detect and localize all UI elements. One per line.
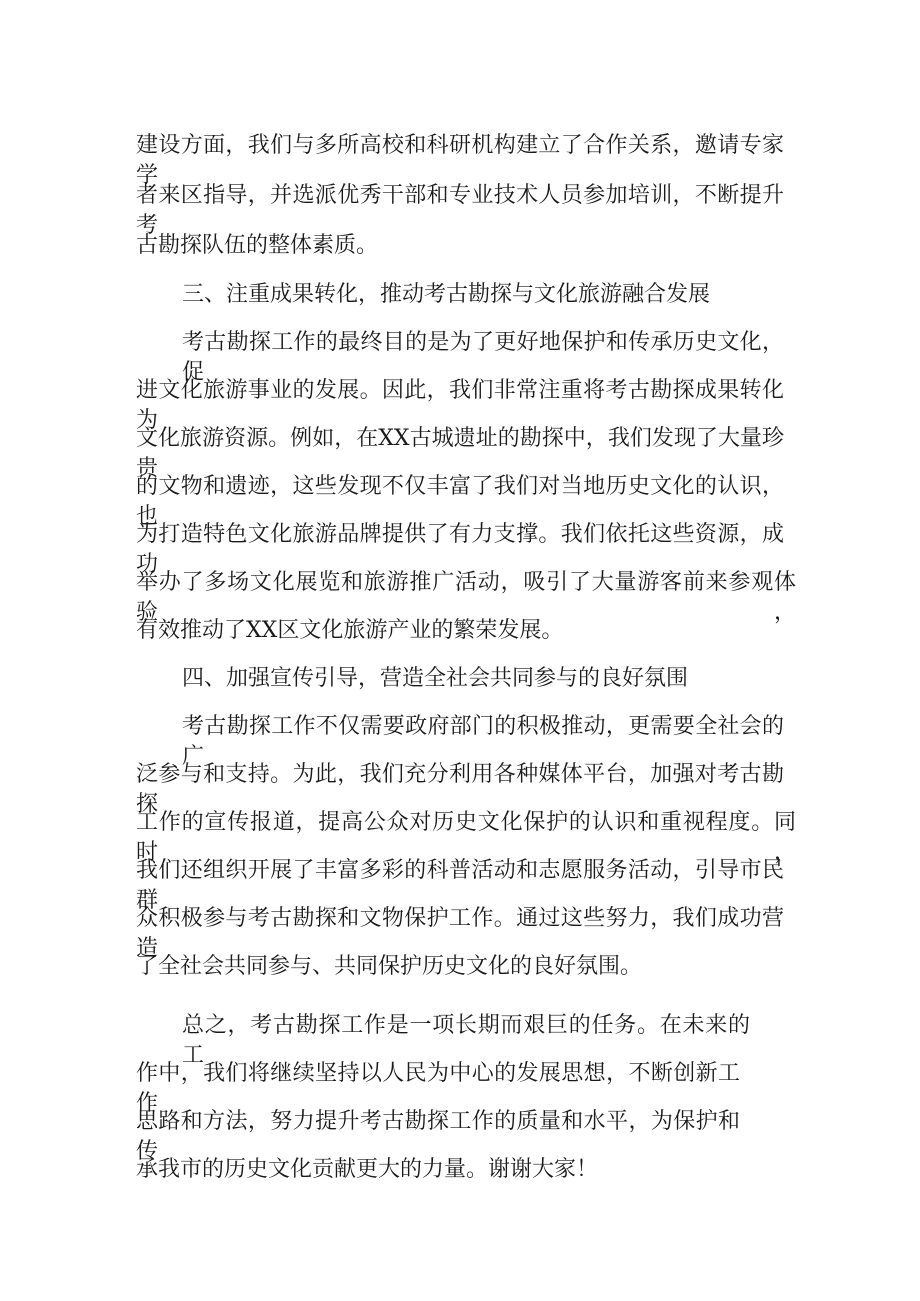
paragraph-line: 的文物和遗迹，这些发现不仅丰富了我们对当地历史文化的认识，也 [136,474,784,529]
paragraph-line: 者来区指导，并选派优秀干部和专业技术人员参加培训，不断提升考 [136,183,784,238]
paragraph-line: 作中，我们将继续坚持以人民为中心的发展思想，不断创新工作 [136,1061,740,1116]
paragraph-line: 承我市的历史文化贡献更大的力量。谢谢大家！ [136,1157,599,1182]
paragraph-line: 考古勘探工作不仅需要政府部门的积极推动，更需要全社会的广 [182,714,784,769]
paragraph-line: 考古勘探工作的最终目的是为了更好地保护和传承历史文化，促 [182,330,784,385]
paragraph-line: 众积极参与考古勘探和文物保护工作。通过这些努力，我们成功营造 [136,906,784,961]
paragraph-line: 工作的宣传报道，提高公众对历史文化保护的认识和重视程度。同时， [136,810,796,865]
paragraph-line: 为打造特色文化旅游品牌提供了有力支撑。我们依托这些资源，成功 [136,522,784,577]
section-heading: 三、注重成果转化，推动考古勘探与文化旅游融合发展 [182,282,711,307]
paragraph-line: 有效推动了XX区文化旅游产业的繁荣发展。 [136,618,564,643]
paragraph-line: 进文化旅游事业的发展。因此，我们非常注重将考古勘探成果转化为 [136,378,784,433]
paragraph-line: 思路和方法，努力提升考古勘探工作的质量和水平，为保护和传 [136,1109,740,1164]
paragraph-line: 举办了多场文化展览和旅游推广活动，吸引了大量游客前来参观体验， [136,570,796,625]
paragraph-line: 我们还组织开展了丰富多彩的科普活动和志愿服务活动，引导市民群 [136,858,784,913]
paragraph-line: 总之，考古勘探工作是一项长期而艰巨的任务。在未来的工 [182,1013,750,1068]
paragraph-line: 文化旅游资源。例如，在XX古城遗址的勘探中，我们发现了大量珍贵 [136,426,784,481]
paragraph-line: 古勘探队伍的整体素质。 [136,233,379,258]
paragraph-line: 建设方面，我们与多所高校和科研机构建立了合作关系，邀请专家学 [136,133,784,188]
paragraph-line: 了全社会共同参与、共同保护历史文化的良好氛围。 [136,954,643,979]
section-heading: 四、加强宣传引导，营造全社会共同参与的良好氛围 [182,666,689,691]
paragraph-line: 泛参与和支持。为此，我们充分利用各种媒体平台，加强对考古勘探 [136,762,784,817]
